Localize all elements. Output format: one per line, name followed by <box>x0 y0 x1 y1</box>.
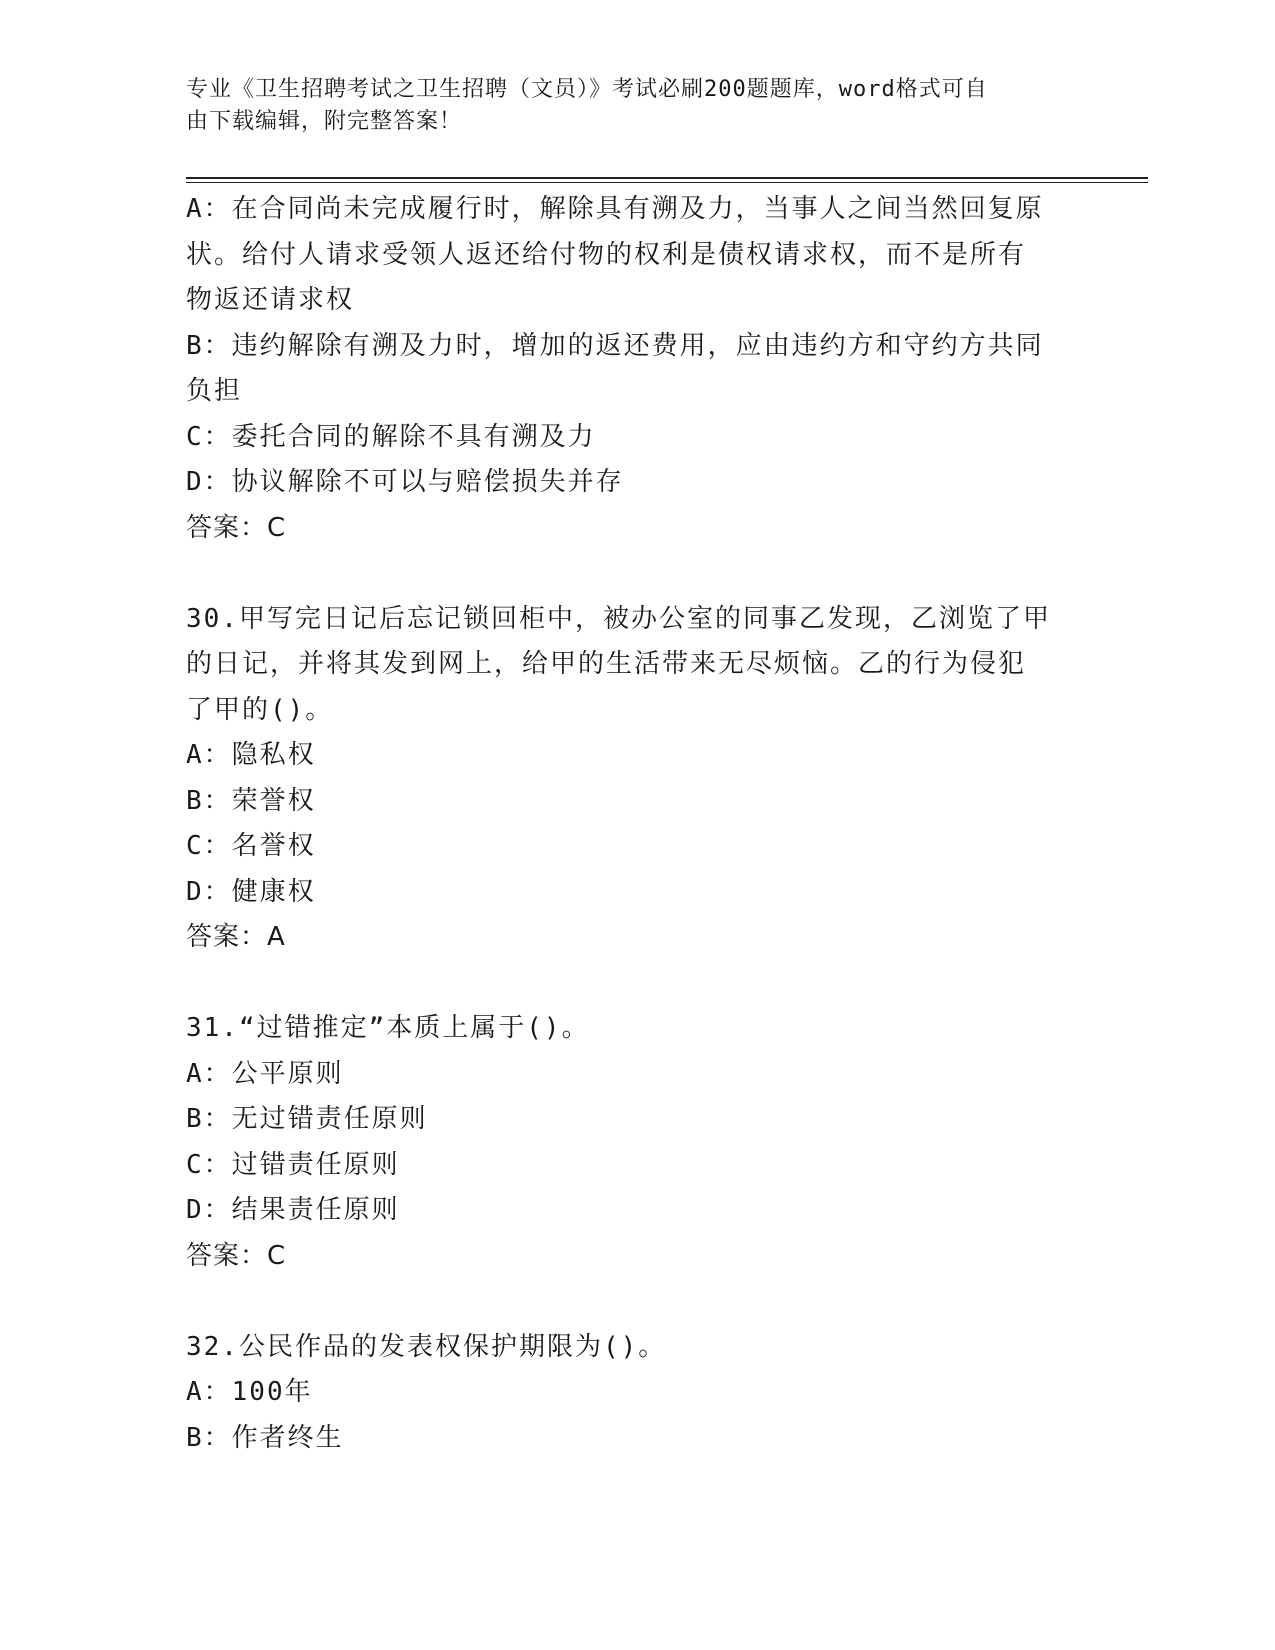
option-d: D：健康权 <box>186 876 316 907</box>
question-31 <box>186 1006 1066 1279</box>
header-line-2: 由下载编辑，附完整答案！ <box>186 109 463 134</box>
option-b: B：无过错责任原则 <box>186 1104 428 1134</box>
document-header <box>186 74 1066 138</box>
answer: 答案：C <box>186 512 287 543</box>
answer: 答案：A <box>186 922 286 952</box>
header-divider-thin <box>186 182 1148 183</box>
question-stem: 32.公民作品的发表权保护期限为()。 <box>186 1331 667 1362</box>
question-30 <box>186 597 1066 961</box>
question-stem-line-1: 30.甲写完日记后忘记锁回柜中，被办公室的同事乙发现，乙浏览了甲 <box>186 603 1051 634</box>
header-line-1: 专业《卫生招聘考试之卫生招聘（文员）》考试必刷200题题库，word格式可自 <box>186 77 988 102</box>
option-b-line-2: 负担 <box>186 376 243 406</box>
option-b-line-1: B：违约解除有溯及力时，增加的返还费用，应由违约方和守约方共同 <box>186 330 1044 361</box>
question-32 <box>186 1325 1066 1462</box>
spacer <box>186 1279 1066 1325</box>
option-b: B：荣誉权 <box>186 785 316 816</box>
question-stem: 31.“过错推定”本质上属于()。 <box>186 1013 590 1043</box>
question-stem-line-3: 了甲的()。 <box>186 694 334 725</box>
question-list <box>186 187 1066 1461</box>
option-c: C：过错责任原则 <box>186 1149 400 1180</box>
option-d: D：协议解除不可以与赔偿损失并存 <box>186 467 624 497</box>
option-d: D：结果责任原则 <box>186 1195 400 1225</box>
option-b: B：作者终生 <box>186 1422 344 1453</box>
question-stem-line-2: 的日记，并将其发到网上，给甲的生活带来无尽烦恼。乙的行为侵犯 <box>186 649 1027 679</box>
option-a-line-2: 状。给付人请求受领人返还给付物的权利是债权请求权，而不是所有 <box>186 239 1027 270</box>
option-a-line-1: A：在合同尚未完成履行时，解除具有溯及力，当事人之间当然回复原 <box>186 194 1044 224</box>
spacer <box>186 961 1066 1007</box>
option-c: C：名誉权 <box>186 831 316 861</box>
question-29 <box>186 187 1066 551</box>
option-a: A：公平原则 <box>186 1058 344 1089</box>
spacer <box>186 551 1066 597</box>
header-divider-thick <box>186 177 1148 179</box>
option-a-line-3: 物返还请求权 <box>186 285 355 315</box>
answer: 答案：C <box>186 1240 287 1271</box>
option-a: A：100年 <box>186 1377 313 1407</box>
option-a: A：隐私权 <box>186 740 316 770</box>
option-c: C：委托合同的解除不具有溯及力 <box>186 421 596 452</box>
